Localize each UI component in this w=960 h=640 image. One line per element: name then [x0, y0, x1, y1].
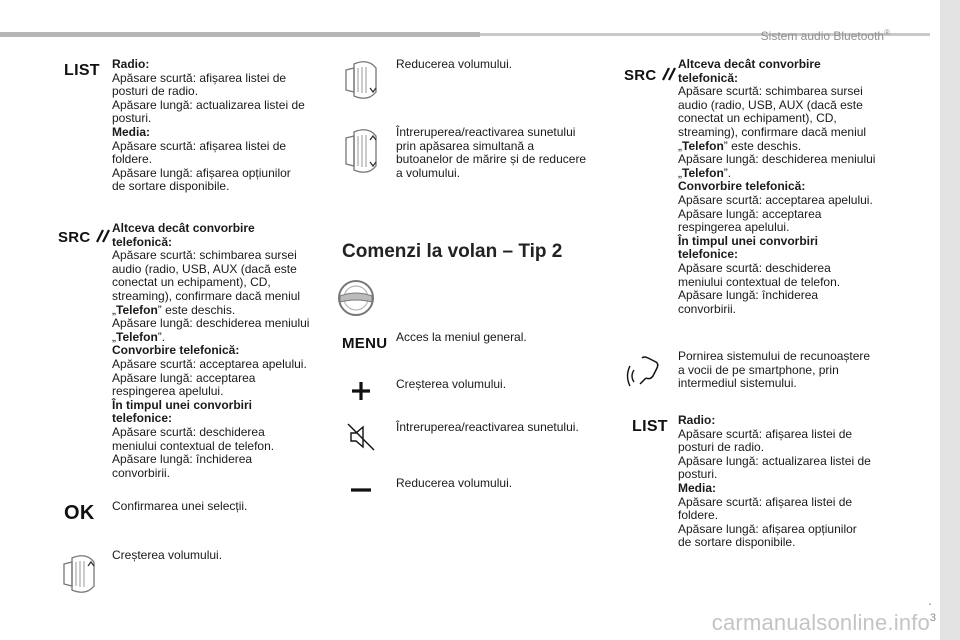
text-line: a vocii de pe smartphone, prin	[678, 362, 839, 377]
src-description-2	[678, 58, 875, 316]
voldown-description: Reducerea volumului.	[396, 57, 513, 71]
voice-recognition-icon	[626, 352, 662, 388]
list-icon: LIST	[64, 62, 100, 79]
text-line: Pornirea sistemului de recunoaștere	[678, 349, 871, 363]
text-line: telefonică:	[678, 70, 739, 85]
text-line: Apăsare scurtă: deschiderea	[112, 424, 265, 439]
list-description-2	[678, 414, 871, 550]
volume-wheel-up-icon	[58, 552, 100, 596]
text-line: Convorbire telefonică:	[678, 179, 806, 194]
text-line: intermediul sistemului.	[678, 376, 797, 391]
text-line: Apăsare scurtă: acceptarea apelului.	[112, 356, 307, 371]
text-line: Apăsare scurtă: afișarea listei de	[112, 138, 287, 153]
text-line: Apăsare scurtă: afișarea listei de	[112, 70, 287, 85]
voice-slash-icon-2	[659, 66, 679, 82]
text-line: Apăsare lungă: închiderea	[678, 288, 819, 303]
ok-description: Confirmarea unei selecții.	[112, 499, 248, 513]
src-icon-2: SRC	[624, 64, 677, 84]
list-icon-2: LIST	[632, 418, 668, 435]
text-line: „Telefon”.	[678, 165, 732, 180]
voice-description	[678, 350, 870, 391]
text-line: de sortare disponibile.	[678, 535, 796, 550]
volume-wheel-down-icon	[340, 58, 382, 102]
text-line: conectat un echipament), CD,	[112, 275, 271, 290]
text-line: Apăsare lungă: acceptarea	[678, 206, 822, 221]
minus-description: Reducerea volumului.	[396, 476, 513, 490]
text-line: de sortare disponibile.	[112, 179, 230, 194]
text-line: convorbirii.	[678, 301, 737, 316]
text-line: Apăsare lungă: acceptarea	[112, 370, 256, 385]
text-line: În timpul unei convorbiri	[678, 233, 819, 248]
text-line: Altceva decât convorbire	[112, 221, 255, 235]
text-line: convorbirii.	[112, 465, 171, 480]
text-line: butoanelor de mărire și de reducere	[396, 152, 587, 167]
plus-icon	[351, 381, 371, 401]
text-line: telefonice:	[112, 411, 173, 426]
text-line: Media:	[678, 480, 717, 495]
text-line: streaming), confirmare dacă meniul	[678, 124, 867, 139]
text-line: posturi.	[678, 467, 718, 482]
text-line: În timpul unei convorbiri	[112, 397, 253, 412]
volume-wheel-mute-icon	[340, 126, 382, 176]
mute2-description: Întreruperea/reactivarea sunetului.	[396, 420, 579, 434]
header-rule	[0, 32, 480, 37]
text-line: Apăsare lungă: afișarea opțiunilor	[678, 521, 857, 536]
text-line: Apăsare lungă: închiderea	[112, 452, 253, 467]
text-line: Convorbire telefonică:	[112, 343, 240, 358]
text-line: telefonice:	[678, 247, 739, 262]
text-line: Radio:	[678, 413, 716, 427]
text-line: Apăsare lungă: deschiderea meniului	[678, 152, 876, 167]
src-description	[112, 222, 309, 480]
page-number: 3	[929, 612, 936, 624]
text-line: Altceva decât convorbire	[678, 57, 821, 71]
minus-icon	[350, 487, 372, 493]
ok-icon: OK	[64, 502, 95, 524]
list-description	[112, 58, 305, 194]
text-line: streaming), confirmare dacă meniul	[112, 288, 301, 303]
text-line: meniului contextual de telefon.	[678, 274, 841, 289]
text-line: „Telefon” este deschis.	[112, 302, 236, 317]
text-line: Apăsare scurtă: schimbarea sursei	[112, 248, 297, 263]
menu-icon: MENU	[342, 335, 388, 352]
menu-description: Acces la meniul general.	[396, 330, 527, 344]
steering-wheel-icon	[336, 278, 376, 318]
plus-description: Creșterea volumului.	[396, 377, 507, 391]
text-line: Radio:	[112, 57, 150, 71]
text-line: Apăsare lungă: afișarea opțiunilor	[112, 165, 291, 180]
page-dot: .	[928, 592, 932, 608]
volup-description: Creșterea volumului.	[112, 548, 223, 562]
text-line: Apăsare scurtă: afișarea listei de	[678, 494, 853, 509]
text-line: telefonică:	[112, 234, 173, 249]
text-line: „Telefon” este deschis.	[678, 138, 802, 153]
text-line: Apăsare lungă: actualizarea listei de	[112, 97, 305, 112]
text-line: posturi de radio.	[112, 84, 199, 99]
text-line: Întreruperea/reactivarea sunetului	[396, 125, 576, 139]
text-line: audio (radio, USB, AUX (dacă este	[678, 97, 863, 112]
voice-slash-icon	[93, 228, 113, 244]
mute-speaker-icon	[346, 422, 376, 452]
text-line: Apăsare scurtă: acceptarea apelului.	[678, 192, 873, 207]
text-line: Apăsare scurtă: afișarea listei de	[678, 426, 853, 441]
text-line: Apăsare scurtă: schimbarea sursei	[678, 84, 863, 99]
text-line: audio (radio, USB, AUX (dacă este	[112, 261, 297, 276]
text-line: foldere.	[678, 508, 719, 523]
section-title: Comenzi la volan – Tip 2	[342, 241, 563, 262]
text-line: respingerea apelului.	[112, 384, 224, 399]
mute-description	[396, 126, 586, 180]
text-line: posturi de radio.	[678, 440, 765, 455]
text-line: Apăsare lungă: deschiderea meniului	[112, 316, 310, 331]
text-line: Media:	[112, 124, 151, 139]
text-line: prin apăsarea simultană a	[396, 138, 535, 153]
src-icon: SRC	[58, 226, 111, 246]
text-line: „Telefon”.	[112, 329, 166, 344]
text-line: respingerea apelului.	[678, 220, 790, 235]
page-side-tab	[940, 0, 960, 640]
watermark: carmanualsonline.info	[711, 610, 930, 635]
text-line: posturi.	[112, 111, 152, 126]
text-line: Apăsare scurtă: deschiderea	[678, 260, 831, 275]
text-line: foldere.	[112, 152, 153, 167]
text-line: meniului contextual de telefon.	[112, 438, 275, 453]
text-line: a volumului.	[396, 165, 461, 180]
text-line: Apăsare lungă: actualizarea listei de	[678, 453, 871, 468]
text-line: conectat un echipament), CD,	[678, 111, 837, 126]
page-header: Sistem audio Bluetooth®	[760, 28, 890, 43]
